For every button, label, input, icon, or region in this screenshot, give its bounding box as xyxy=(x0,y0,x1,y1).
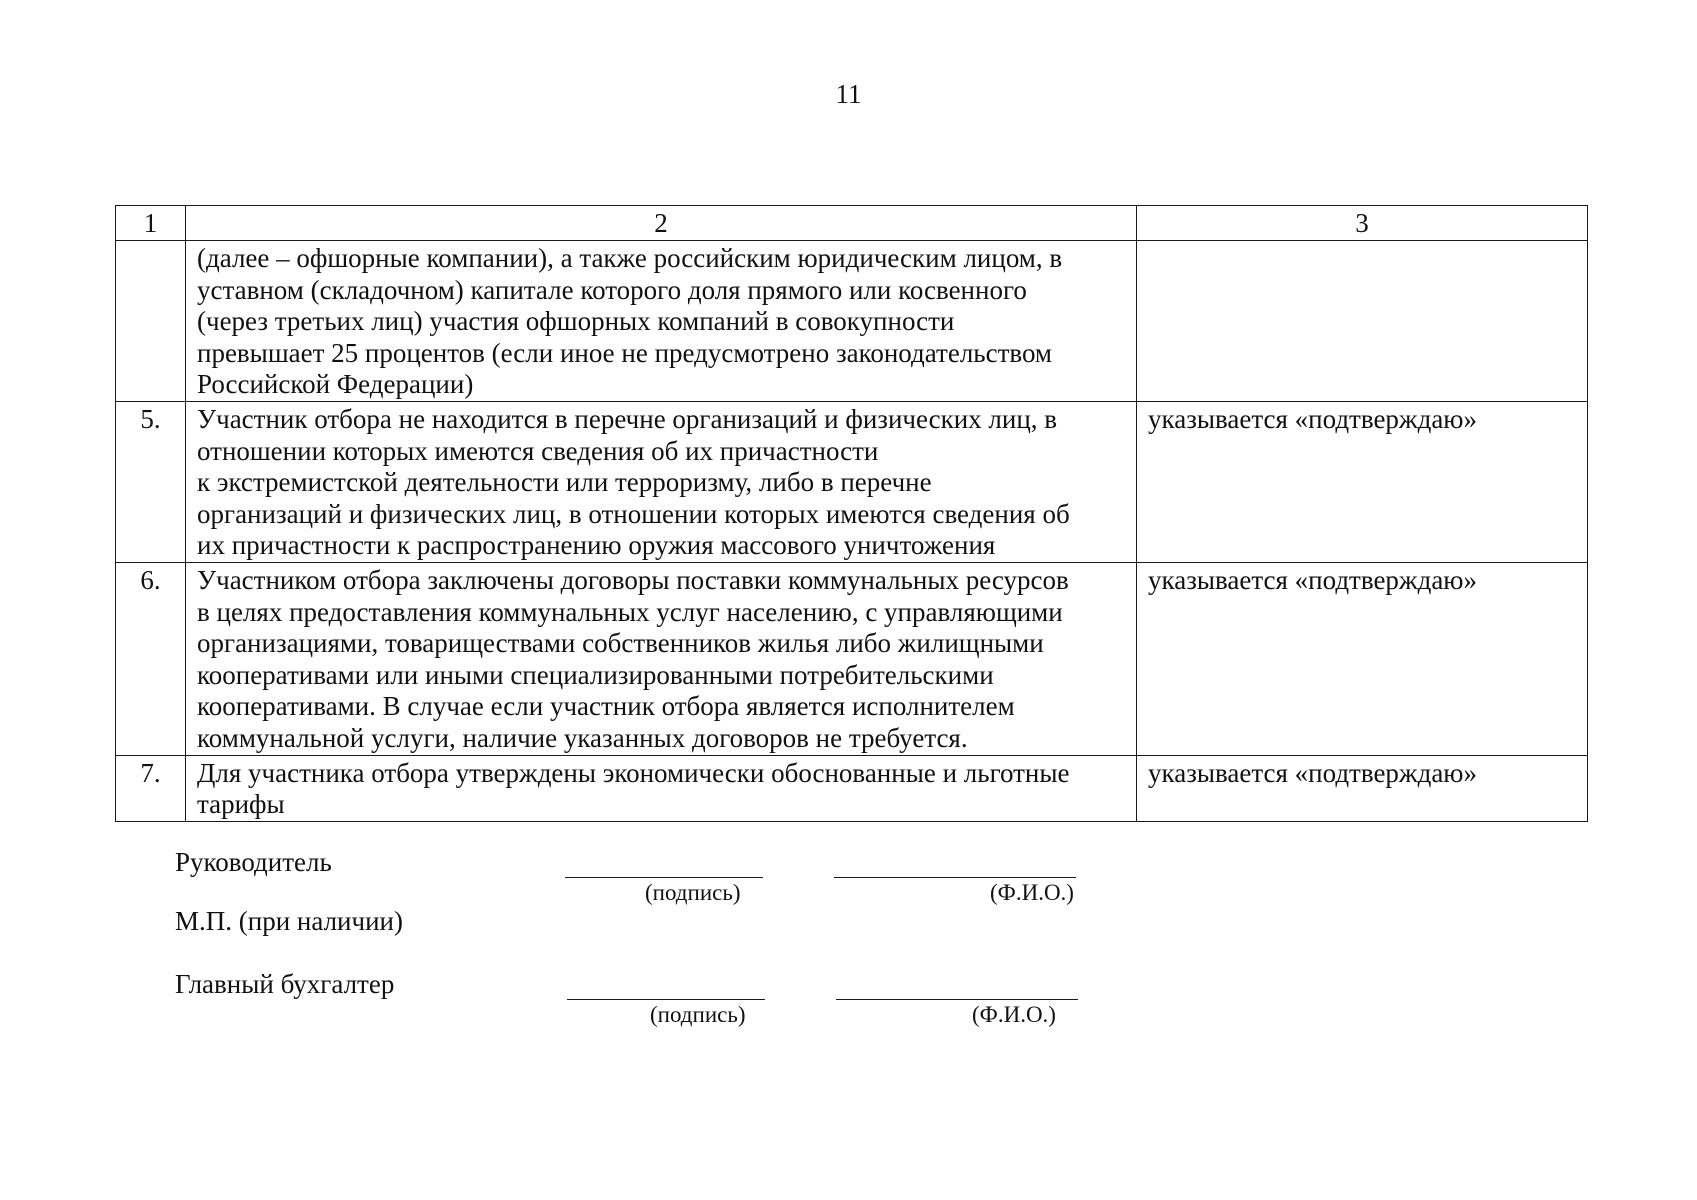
requirement-text: Участником отбора заключены договоры поставки коммунальных ресурсов в целях предоставления коммунальных услуг населению, с управляющими организациями, товариществами собственников жилья либо жилищными кооперативами или иными специализированными потребительскими кооперативами. В случае если участник отбора является исполнителем коммунальной услуги, наличие указанных договоров не требуется. xyxy=(186,563,1137,756)
header-cell-3: 3 xyxy=(1137,206,1588,241)
table-header-row xyxy=(116,206,1588,241)
accountant-signature-line xyxy=(567,999,765,1000)
confirmation-text: указывается «подтверждаю» xyxy=(1137,402,1588,563)
header-cell-2: 2 xyxy=(186,206,1137,241)
table-row xyxy=(116,402,1588,563)
accountant-name-caption: (Ф.И.О.) xyxy=(972,1002,1056,1027)
stamp-label: М.П. (при наличии) xyxy=(175,906,403,936)
confirmation-text: указывается «подтверждаю» xyxy=(1137,563,1588,756)
head-name-line xyxy=(834,877,1076,878)
head-signature-line xyxy=(565,877,763,878)
table-row xyxy=(116,755,1588,821)
row-number xyxy=(116,241,186,402)
requirement-text: Для участника отбора утверждены экономически обоснованные и льготные тарифы xyxy=(186,755,1137,821)
accountant-label: Главный бухгалтер xyxy=(175,969,395,999)
requirements-table xyxy=(115,205,1588,822)
accountant-signature-caption: (подпись) xyxy=(650,1002,746,1027)
requirement-text: (далее – офшорные компании), а также российским юридическим лицом, в уставном (складочном) капитале которого доля прямого или косвенного (через третьих лиц) участия офшорных компаний в совокупности превышает 25 процентов (если иное не предусмотрено законодательством Российской Федерации) xyxy=(186,241,1137,402)
header-cell-1: 1 xyxy=(116,206,186,241)
head-label: Руководитель xyxy=(175,847,332,877)
requirement-text: Участник отбора не находится в перечне организаций и физических лиц, в отношении которых имеются сведения об их причастности к экстремистской деятельности или терроризму, либо в перечне организаций и физических лиц, в отношении которых имеются сведения об их причастности к распространению оружия массового уничтожения xyxy=(186,402,1137,563)
page-number: 11 xyxy=(835,79,862,109)
row-number: 7. xyxy=(116,755,186,821)
confirmation-text: указывается «подтверждаю» xyxy=(1137,755,1588,821)
confirmation-text xyxy=(1137,241,1588,402)
table-row xyxy=(116,563,1588,756)
head-name-caption: (Ф.И.О.) xyxy=(990,880,1074,905)
head-signature-caption: (подпись) xyxy=(645,880,741,905)
row-number: 5. xyxy=(116,402,186,563)
accountant-name-line xyxy=(836,999,1078,1000)
row-number: 6. xyxy=(116,563,186,756)
table-row xyxy=(116,241,1588,402)
